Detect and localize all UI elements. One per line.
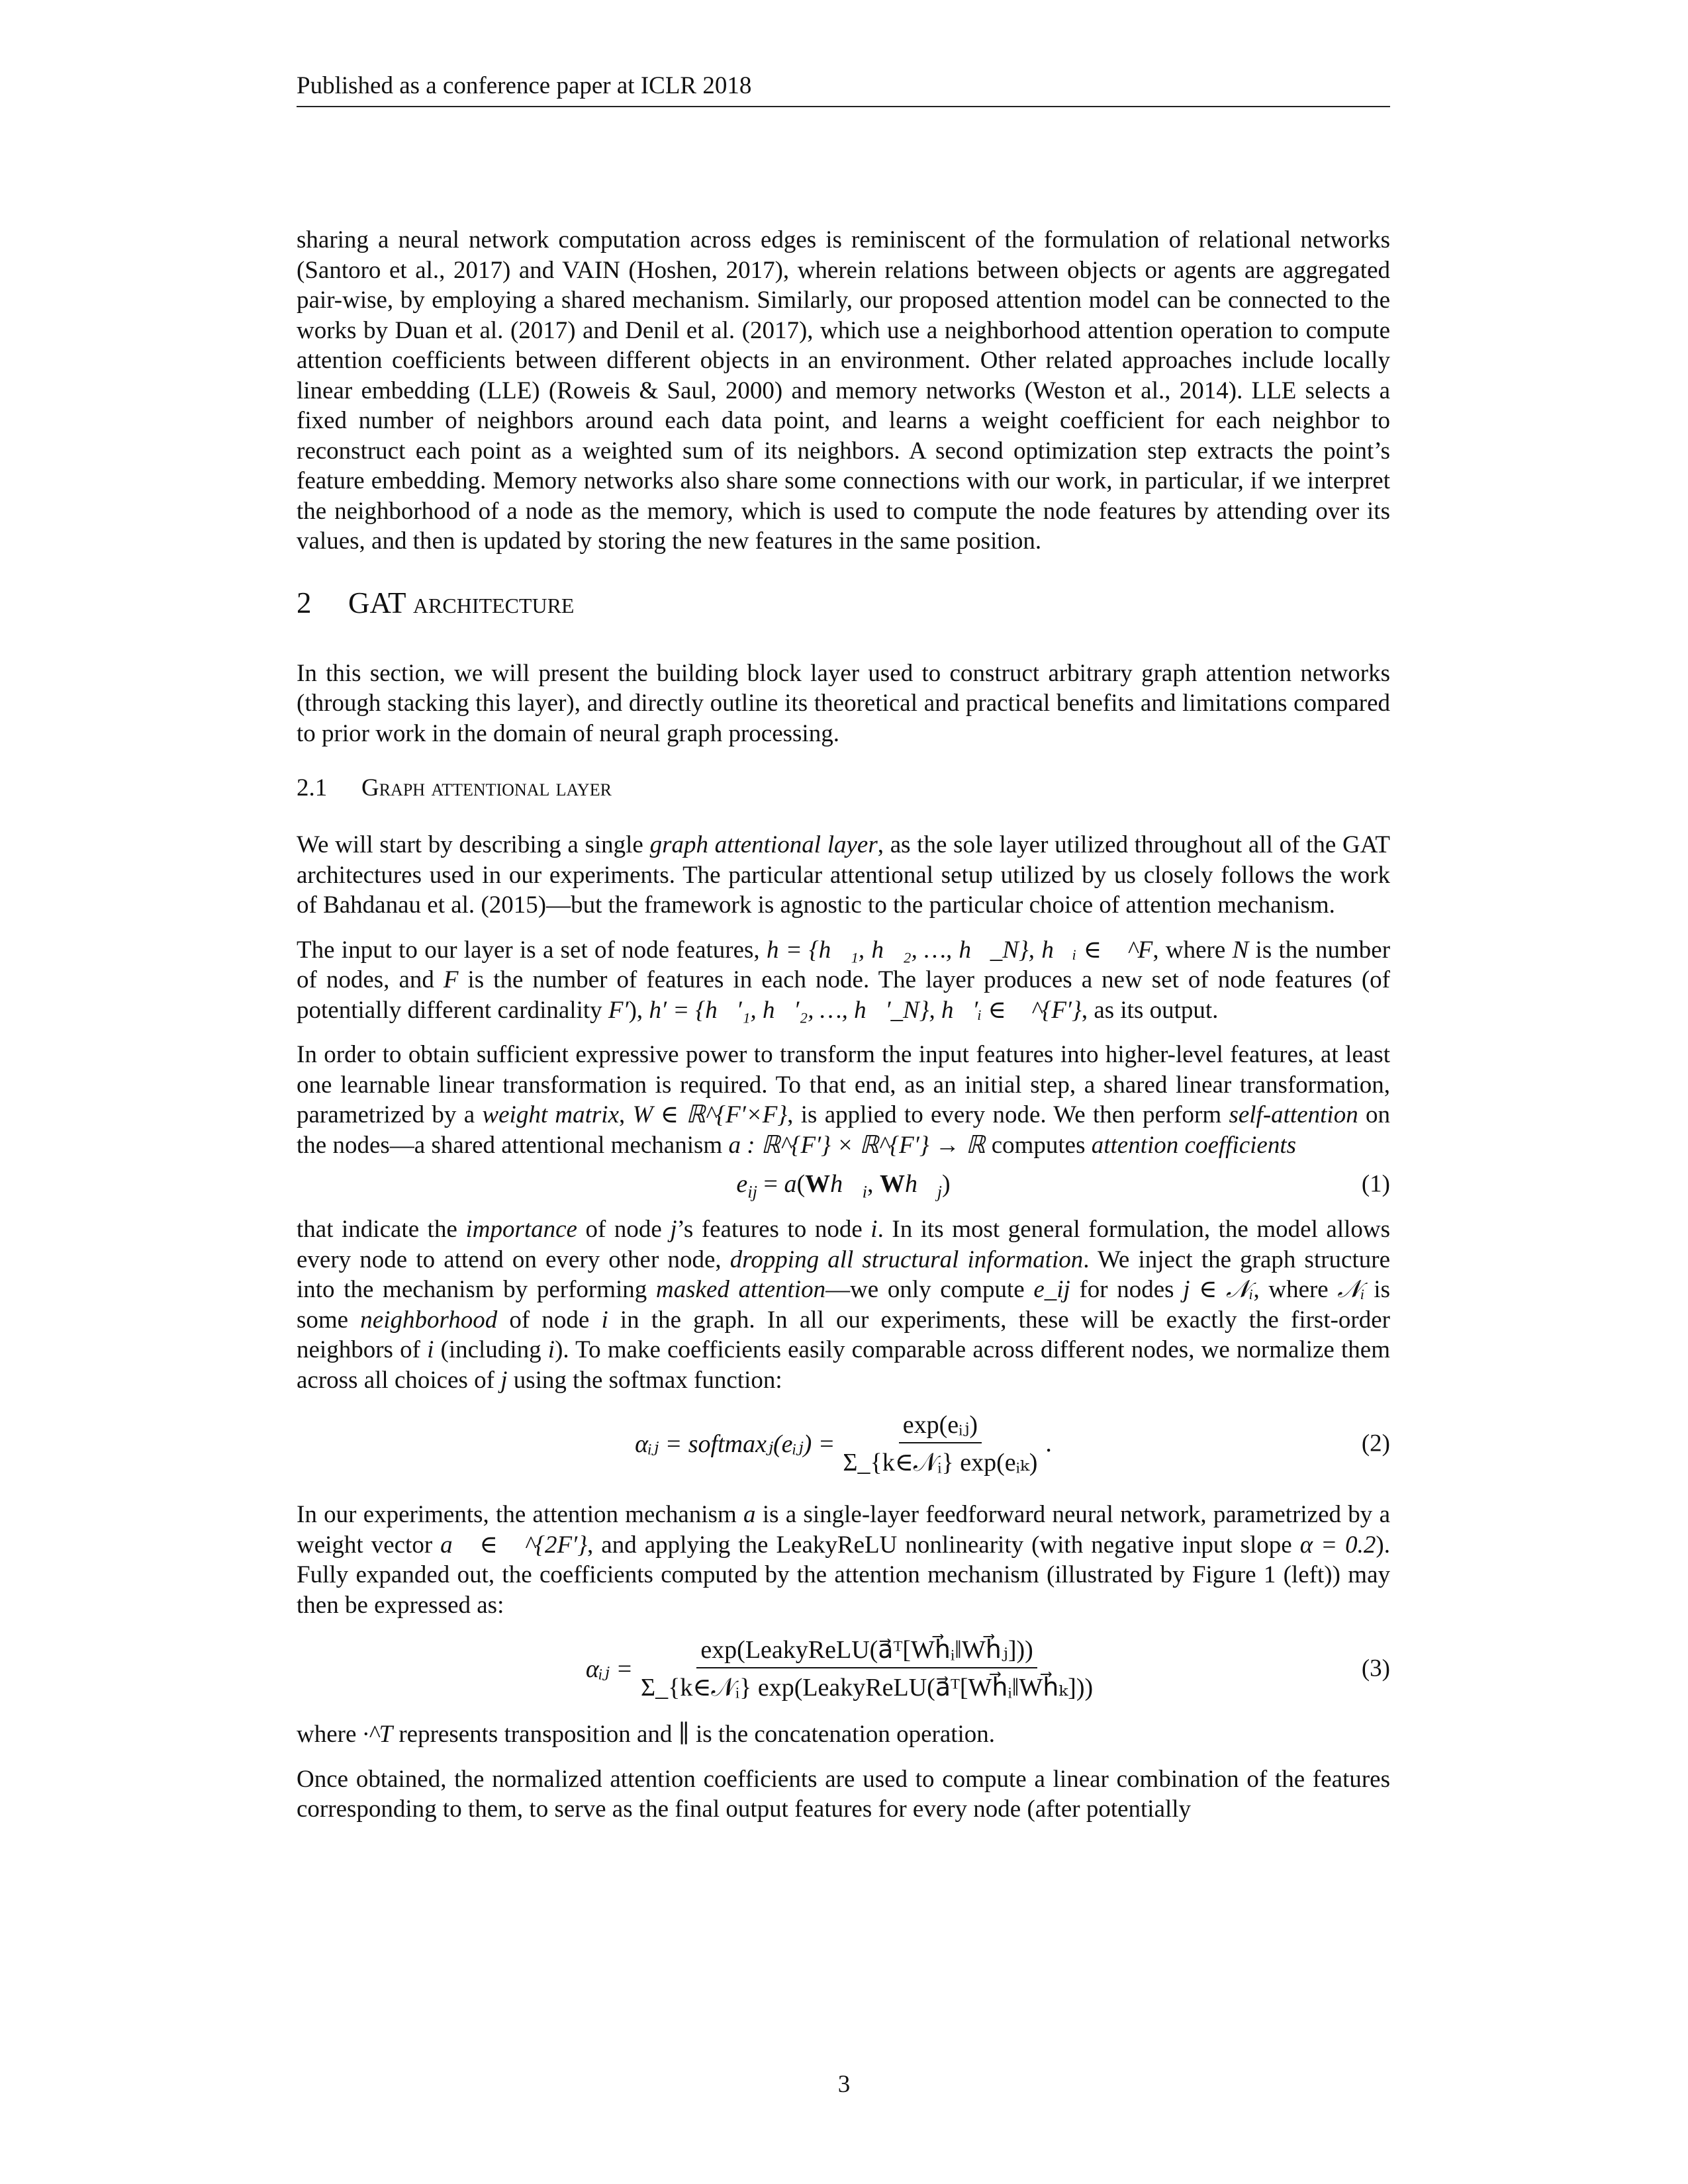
section-title: GAT architecture (348, 586, 575, 619)
subsection-number: 2.1 (297, 774, 328, 801)
paragraph-attention-mechanism: In our experiments, the attention mechanism a is a single-layer feedforward neural network, parametrized by a weight vector a⃗ ∈ ℝ^{2F′}, and applying the LeakyReLU nonlinearity (with negative input slope α = 0.2). Fully expanded out, the coefficients computed by the attention mechanism (illustrated by Figure 1 (left)) may then be expressed as: (297, 1501, 1390, 1619)
equation-2: αᵢⱼ = softmaxⱼ(eᵢⱼ) = $\frac{\text{exp(eᵢⱼ)}}{\text{Σ\_\{k∈𝒩ᵢ\} exp(eᵢₖ)}}$ . (2) (635, 1411, 1390, 1477)
paragraph-output-features: Once obtained, the normalized attention coefficients are used to compute a linear combination of the features corresponding to them, to serve as the final output features for every node (after potentially (297, 1765, 1390, 1823)
subsection-heading (297, 774, 1390, 802)
section-number: 2 (297, 586, 312, 619)
paragraph-notation: where ·^T represents transposition and ∥ is the concatenation operation. (297, 1721, 996, 1748)
equation-3-number: (3) (1361, 1655, 1390, 1682)
paragraph-layer-intro: We will start by describing a single graph attentional layer, as the sole layer utilized throughout all of the GAT architectures used in our experiments. The particular attentional setup utilized by us closely follows the work of Bahdanau et al. (2015)—but the framework is agnostic to the particular choice of attention mechanism. (297, 831, 1390, 919)
equation-2-numerator: exp(eᵢⱼ) (899, 1410, 982, 1443)
equation-2-denominator: Σ_{k∈𝒩ᵢ} exp(eᵢₖ) (843, 1449, 1038, 1477)
equation-2-number: (2) (1361, 1430, 1390, 1457)
equation-2-lhs: αᵢⱼ = softmaxⱼ(eᵢⱼ) = (635, 1430, 835, 1458)
equation-1-body: $e_{ij}$ = $a(Wh⃗_i$, $Wh⃗_j$) (736, 1170, 951, 1202)
paragraph-section-intro: In this section, we will present the building block layer used to construct arbitrary graph attention networks (through stacking this layer), and directly outline its theoretical and practical benefits and limitations compared to prior work in the domain of neural graph processing. (297, 659, 1390, 747)
section-heading (297, 586, 1390, 620)
paragraph-masked-attention: that indicate the importance of node j’s features to node i. In its most general formulation, the model allows every node to attend on every other node, dropping all structural information. We inject the graph structure into the mechanism by performing masked attention—we only compute e_ij for nodes j ∈ 𝒩ᵢ, where 𝒩ᵢ is some neighborhood of node i in the graph. In all our experiments, these will be exactly the first-order neighbors of i (including i). To make coefficients easily comparable across different nodes, we normalize them across all choices of j using the softmax function: (297, 1216, 1391, 1394)
running-header: Published as a conference paper at ICLR 2018 (297, 71, 1390, 107)
equation-3-numerator: exp(LeakyReLU(a⃗ᵀ[Wh⃗ᵢ‖Wh⃗ⱼ])) (696, 1635, 1037, 1668)
equation-3 (297, 1635, 1390, 1702)
subsection-title: Graph attentional layer (361, 774, 612, 801)
equation-3-denominator: Σ_{k∈𝒩ᵢ} exp(LeakyReLU(a⃗ᵀ[Wh⃗ᵢ‖Wh⃗ₖ])) (640, 1674, 1094, 1702)
equation-1-number: (1) (1361, 1170, 1390, 1198)
math-h-set: h = {h⃗₁, h⃗₂, …, h⃗_N}, h⃗ᵢ ∈ ℝ^F (766, 936, 1153, 964)
paragraph-linear-transform: In order to obtain sufficient expressive power to transform the input features into higher-level features, at least one learnable linear transformation is required. To that end, as an initial step, a shared linear transformation, parametrized by a weight matrix, W ∈ ℝ^{F′×F}, is applied to every node. We then perform self-attention on the nodes—a shared attentional mechanism a : ℝ^{F′} × ℝ^{F′} → ℝ computes attention coefficients (297, 1041, 1391, 1159)
page-number: 3 (837, 2071, 851, 2098)
page-body (297, 225, 1390, 1839)
equation-1 (297, 1169, 1390, 1202)
equation-2-fraction (839, 1410, 1041, 1477)
equation-3-lhs: αᵢⱼ = (585, 1655, 633, 1683)
math-hprime-set: h′ = {h⃗′₁, h⃗′₂, …, h⃗′_N}, h⃗′ᵢ ∈ ℝ^{F′} (649, 996, 1082, 1024)
equation-3-fraction (637, 1635, 1097, 1702)
paragraph-input-features: The input to our layer is a set of node features, h = {h⃗₁, h⃗₂, …, h⃗_N}, h⃗ᵢ ∈ ℝ^F, where N is the number of nodes, and F is the number of features in each node. The layer produces a new set of node features (of potentially different cardinality F′), h′ = {h⃗′₁, h⃗′₂, …, h⃗′_N}, h⃗′ᵢ ∈ ℝ^{F′}, as its output. (297, 936, 1391, 1024)
paragraph-related-work: sharing a neural network computation across edges is reminiscent of the formulation of relational networks (Santoro et al., 2017) and VAIN (Hoshen, 2017), wherein relations between objects or agents are aggregated pair-wise, by employing a shared mechanism. Similarly, our proposed attention model can be connected to the works by Duan et al. (2017) and Denil et al. (2017), which use a neighborhood attention operation to compute attention coefficients between different objects in an environment. Other related approaches include locally linear embedding (LLE) (Roweis & Saul, 2000) and memory networks (Weston et al., 2014). LLE selects a fixed number of neighbors around each data point, and learns a weight coefficient for each neighbor to reconstruct each point as a weighted sum of its neighbors. A second optimization step extracts the point’s feature embedding. Memory networks also share some connections with our work, in particular, if we interpret the neighborhood of a node as the memory, which is used to compute the node features by attending over its values, and then is updated by storing the new features in the same position. (297, 226, 1390, 555)
